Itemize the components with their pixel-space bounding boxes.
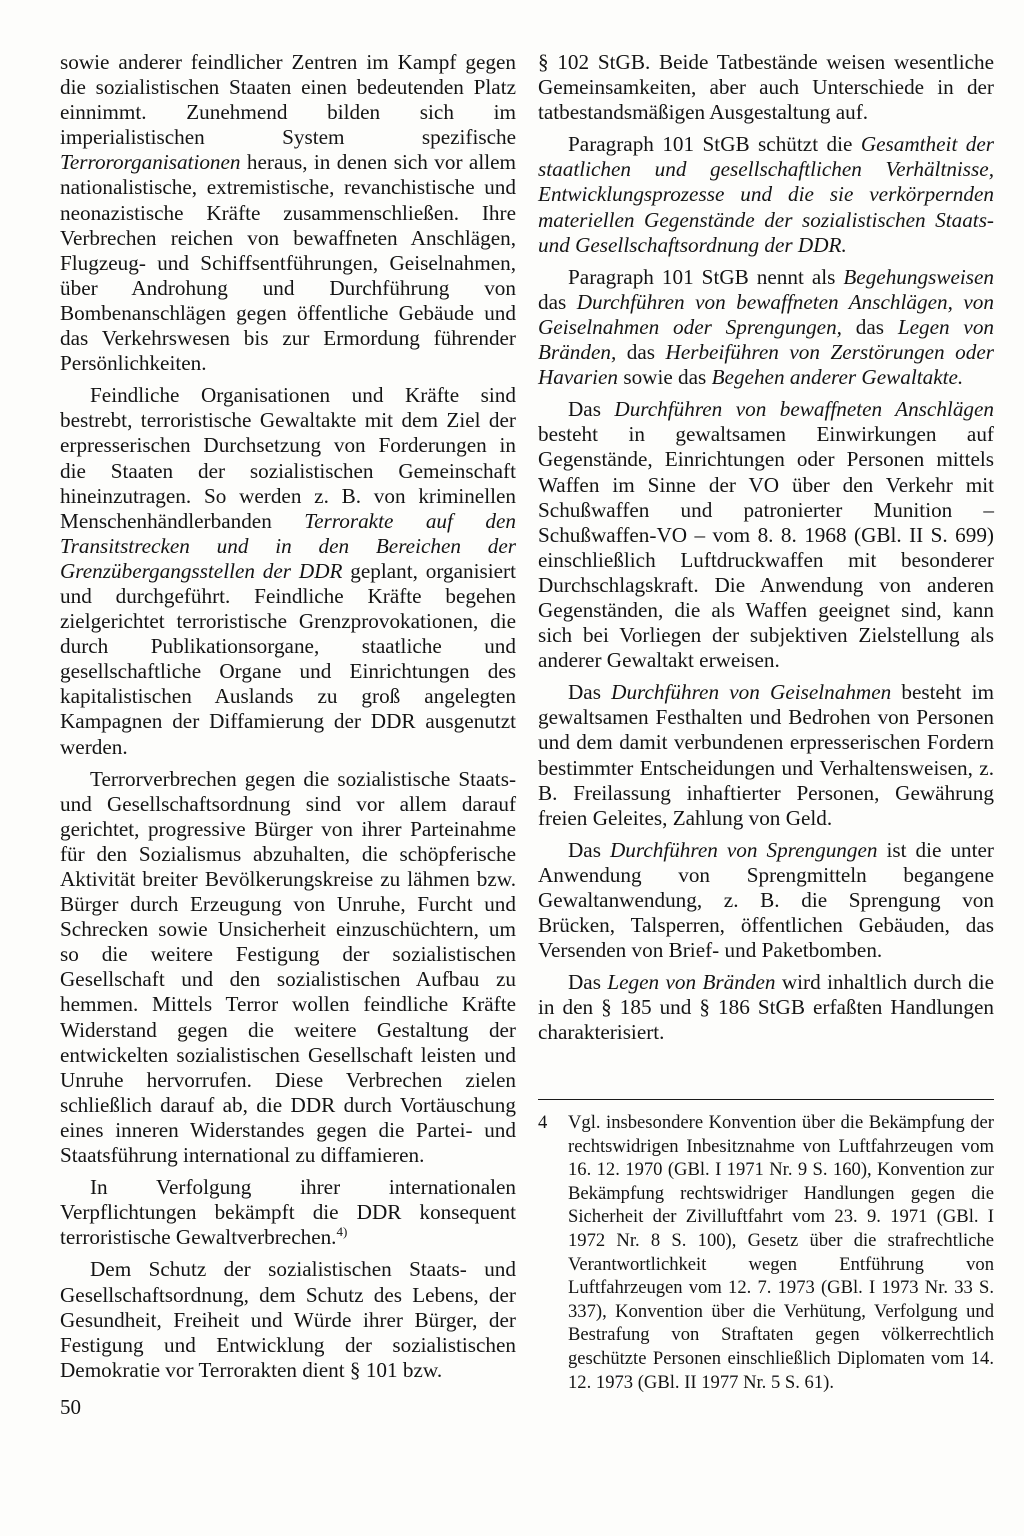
paragraph: Terrorverbrechen gegen die sozialistische Staats- und Gesellschaftsordnung sind vor allem darauf gerichtet, progressive Bürger von ihrer Parteinahme für den Sozialismus abzuhalten, die schöpferische Aktivität breiter Bevölkerungskreise zu lähmen bzw. Bürger durch Erzeugung von Unruhe, Furcht und Schrecken sowie Unsicherheit einzuschüchtern, um so die weitere Festigung der sozialistischen Gesellschaft und den sozialistischen Aufbau zu hemmen. Mittels Terror wollen feindliche Kräfte Widerstand gegen die weitere Gestaltung der entwickelten sozialistischen Gesellschaft leisten und Unruhe hervorrufen. Diese Verbrechen zielen schließlich darauf ab, die DDR durch Vortäuschung eines inneren Widerstandes gegen die Partei- und Staatsführung international zu diffamieren. (60, 766, 516, 1168)
paragraph: Das Durchführen von Geiselnahmen besteht im gewaltsamen Festhalten und Bedrohen von Personen und dem damit verbundenen erpresserischen Fordern bestimmter Entscheidungen und Verhaltensweisen, z. B. Freilassung inhaftierter Personen, Gewährung freien Geleites, Zahlung von Geld. (538, 680, 995, 830)
page-number: 50 (60, 1395, 81, 1419)
paragraph: Feindliche Organisationen und Kräfte sind bestrebt, terroristische Gewaltakte mit dem Ziel der erpresserischen Durchsetzung von Forderungen in die Staaten der sozialistischen Gemeinschaft hineinzutragen. So werden z. B. von kriminellen Menschenhändlerbanden Terrorakte auf den Transitstrecken und in den Bereichen der Grenzübergangsstellen der DDR geplant, organisiert und durchgeführt. Feindliche Kräfte begehen zielgerichtet terroristische Grenzprovokationen, die durch Publikationsorgane, staatliche und gesellschaftliche Organe und Einrichtungen des kapitalistischen Auslands zu groß angelegten Kampagnen der Diffamierung der DDR ausgenutzt werden. (60, 383, 516, 759)
paragraph: Paragraph 101 StGB schützt die Gesamtheit der staatlichen und gesellschaftlichen Verhältnisse, Entwicklungsprozesse und die sie verkörpernden materiellen Gegenstände der sozialistischen Staats- und Gesellschaftsordnung der DDR. (538, 132, 995, 257)
paragraph: § 102 StGB. Beide Tatbestände weisen wesentliche Gemeinsamkeiten, aber auch Unterschiede in der tatbestandsmäßigen Ausgestaltung auf. (538, 50, 994, 125)
paragraph: sowie anderer feindlicher Zentren im Kampf gegen die sozialistischen Staaten einen bedeutenden Platz einnimmt. Zunehmend bilden sich im imperialistischen System spezifische Terrororganisationen heraus, in denen sich vor allem nationalistische, extremistische, revanchistische und neonazistische Kräfte zusammenschließen. Ihre Verbrechen reichen von bewaffneten Anschlägen, Flugzeug- und Schiffsentführungen, Geiselnahmen, über Androhung und Durchführung von Bombenanschlägen gegen öffentliche Gebäude und das Verkehrswesen bis zur Ermordung führender Persönlichkeiten. (60, 50, 516, 376)
footnote-divider (538, 1099, 994, 1100)
paragraph: Das Durchführen von bewaffneten Anschlägen besteht in gewaltsamen Einwirkungen auf Gegenstände, Einrichtungen oder Personen mittels Waffen im Sinne der VO über den Verkehr mit Schußwaffen und patronierter Munition – Schußwaffen-VO – vom 8. 8. 1968 (GBl. II S. 699) einschließlich Luftdruckwaffen mit besonderer Durchschlagskraft. Die Anwendung von anderen Gegenständen, die als Waffen geeignet sind, kann sich bei Vorliegen der subjektiven Zielstellung als anderer Gewaltakt erweisen. (538, 397, 994, 673)
left-column (60, 50, 516, 1383)
paragraph: Dem Schutz der sozialistischen Staats- und Gesellschaftsordnung, dem Schutz des Lebens, der Gesundheit, Freiheit und Würde ihrer Bürger, der Festigung und Entwicklung der sozialistischen Demokratie vor Terrorakten dient § 101 bzw. (60, 1257, 516, 1382)
paragraph: Das Durchführen von Sprengungen ist die unter Anwendung von Sprengmitteln begangene Gewaltanwendung, z. B. die Sprengung von Brücken, Talsperren, öffentlichen Gebäuden, das Versenden von Brief- und Paketbomben. (538, 837, 994, 963)
paragraph: Das Legen von Bränden wird inhaltlich durch die in den § 185 und § 186 StGB erfaßten Handlungen charakterisiert. (538, 970, 995, 1045)
paragraph: Paragraph 101 StGB nennt als Begehungsweisen das Durchführen von bewaffneten Anschlägen, von Geiselnahmen oder Sprengungen, das Legen von Bränden, das Herbeiführen von Zerstörungen oder Havarien sowie das Begehen anderer Gewaltakte. (538, 264, 995, 390)
footnote-text: Vgl. insbesondere Konvention über die Bekämpfung der rechtswidrigen Inbesitznahme von Luftfahrzeugen vom 16. 12. 1970 (GBl. I 1971 Nr. 9 S. 160), Konvention zur Bekämpfung rechtswidriger Handlungen gegen die Sicherheit der Zivilluftfahrt vom 23. 9. 1971 (GBl. I 1972 Nr. 8 S. 100), Gesetz über die strafrechtliche Verantwortlichkeit wegen Entführung von Luftfahrzeugen vom 12. 7. 1973 (GBl. I 1973 Nr. 33 S. 337), Konvention über die Verhütung, Verfolgung und Bestrafung von Straftaten gegen völkerrechtlich geschützte Personen einschließlich Diplomaten vom 14. 12. 1973 (GBl. II 1977 Nr. 5 S. 61). (568, 1112, 994, 1393)
paragraph: In Verfolgung ihrer internationalen Verpflichtungen bekämpft die DDR konsequent terroristische Gewaltverbrechen.$^{4)}$ (60, 1175, 516, 1250)
right-column (538, 50, 994, 1046)
footnote-number: 4 (538, 1112, 548, 1133)
footnote-reference[interactable]: 4) (336, 1224, 348, 1240)
footnote (538, 1111, 994, 1394)
